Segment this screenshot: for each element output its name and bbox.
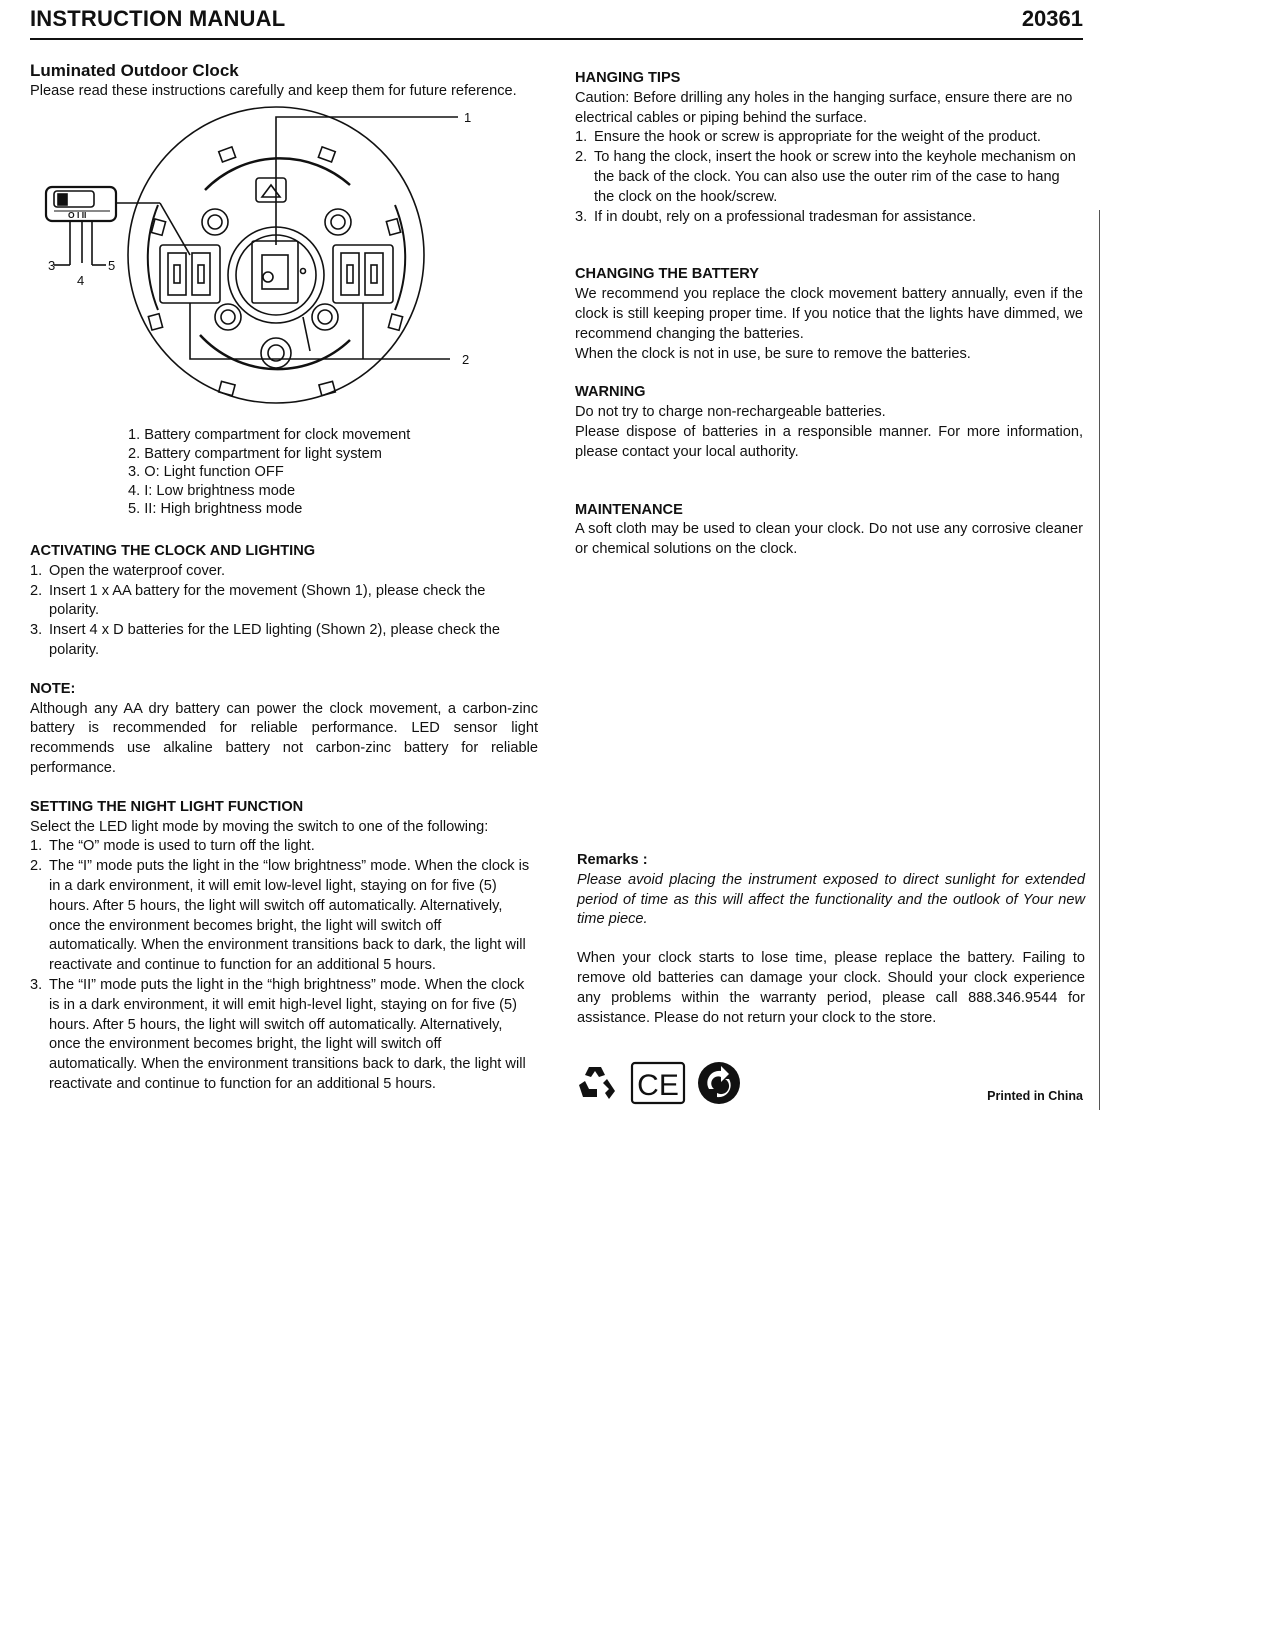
aa-battery-compartment [252, 241, 298, 303]
callout-4: 4 [77, 273, 85, 288]
night-light-heading: SETTING THE NIGHT LIGHT FUNCTION [30, 798, 304, 815]
callout-1: 1 [464, 110, 472, 125]
d-battery-compartment-right [333, 245, 393, 303]
certification-icons [575, 1059, 750, 1109]
list-item: 2. Insert 1 x AA battery for the movement (Shown 1), please check the polarity. [30, 582, 486, 619]
manual-title: INSTRUCTION MANUAL [30, 6, 286, 31]
keyhole-hanger [256, 178, 286, 202]
intro-text: Please read these instructions carefully and keep them for future reference. [30, 83, 517, 99]
night-light-list [30, 837, 530, 1094]
clock-back-diagram [40, 105, 490, 410]
switch-label: O I II [68, 210, 87, 220]
intro-block [30, 60, 540, 102]
legend-item: 3. O: Light function OFF [128, 464, 284, 480]
list-item: 2. To hang the clock, insert the hook or screw into the keyhole mechanism on the back of the clock. You can also use the outer rim of the case to hang the clock on the hook/screw. [575, 149, 1076, 205]
header-rule [30, 38, 1083, 40]
printed-in: Printed in China [987, 1089, 1083, 1103]
night-light-intro: Select the LED light mode by moving the switch to one of the following: [30, 818, 489, 835]
maintenance-heading: MAINTENANCE [575, 501, 683, 518]
legend-item: 4. I: Low brightness mode [128, 482, 296, 499]
warning-heading: WARNING [575, 384, 646, 401]
list-item: 1. Ensure the hook or screw is appropriate for the weight of the product. [575, 129, 1041, 146]
note-text: Although any AA dry battery can power the clock movement, a carbon-zinc battery is recommended for reliable performance. LED sensor light recommends use alkaline battery not carbon-zinc battery for reliable performance. [30, 700, 538, 776]
activating-list [30, 562, 538, 661]
legend-item: 2. Battery compartment for light system [128, 445, 382, 462]
ce-mark-icon [632, 1063, 684, 1103]
callout-5: 5 [108, 258, 116, 273]
hanging-heading: HANGING TIPS [575, 70, 681, 86]
model-number: 20361 [1021, 6, 1083, 31]
legend-item: 5. II: High brightness mode [128, 501, 303, 517]
list-item: 2. The “I” mode puts the light in the “low brightness” mode. When the clock is in a dark environment, it will emit low-level light, staying on for five (5) hours. After 5 hours, the light will switch off automatically. Alternatively, once the environment becomes bright, the light will switch off automatically. When the environment transitions back to dark, the light will reactivate and continue to function for an additional 5 hours. [30, 858, 530, 974]
callout-3: 3 [48, 258, 56, 273]
recycle-icon [579, 1067, 615, 1099]
battery-text-2: When the clock is not in use, be sure to remove the batteries. [575, 345, 971, 362]
remarks-text: When your clock starts to lose time, please replace the battery. Failing to remove old batteries can damage your clock. Should your clock experience any problems within the warranty period, please call 888.346.9544 for assistance. Please do not return your clock to the store. [577, 950, 1085, 1026]
remarks-block [577, 851, 1085, 1028]
legend-item: 1. Battery compartment for clock movement [128, 427, 411, 443]
warning-text-2: Please dispose of batteries in a responsible manner. For more information, please contact your local authority. [575, 423, 1083, 460]
left-column-lower [30, 542, 538, 1095]
hanging-caution: Caution: Before drilling any holes in the hanging surface, ensure there are no electrical cables or piping behind the surface. [575, 89, 1073, 126]
callout-2: 2 [462, 352, 470, 367]
diagram-legend [128, 426, 410, 519]
product-title: Luminated Outdoor Clock [30, 61, 239, 80]
activating-heading: ACTIVATING THE CLOCK AND LIGHTING [30, 543, 316, 559]
list-item: 3. The “II” mode puts the light in the “high brightness” mode. When the clock is in a dark environment, it will emit high-level light, staying on for five (5) hours. After 5 hours, the light will switch off automatically. Alternatively, once the environment becomes bright, the light will switch off automatically. When the environment transitions back to dark, the light will reactivate and continue to function for an additional 5 hours. [30, 976, 526, 1092]
battery-text: We recommend you replace the clock movement battery annually, even if the clock is still keeping proper time. If you notice that the lights have dimmed, we recommend changing the batteries. [575, 286, 1083, 342]
remarks-heading: Remarks : [577, 852, 648, 868]
remarks-italic: Please avoid placing the instrument exposed to direct sunlight for extended period of time as this will affect the functionality and the outlook of Your new time piece. [577, 871, 1085, 928]
list-item: 1. The “O” mode is used to turn off the light. [30, 838, 315, 855]
list-item: 3. Insert 4 x D batteries for the LED lighting (Shown 2), please check the polarity. [30, 622, 501, 658]
hanging-list [575, 128, 1083, 227]
battery-heading: CHANGING THE BATTERY [575, 266, 760, 283]
note-heading: NOTE: [30, 680, 76, 697]
ce-mark-text: CE [637, 1069, 679, 1102]
green-dot-icon [698, 1062, 740, 1104]
scan-edge-line [1099, 210, 1100, 1110]
list-item: 1. Open the waterproof cover. [30, 562, 226, 579]
list-item: 3. If in doubt, rely on a professional tradesman for assistance. [575, 208, 977, 225]
right-column [575, 69, 1083, 560]
maintenance-text: A soft cloth may be used to clean your clock. Do not use any corrosive cleaner or chemical solutions on the clock. [575, 521, 1083, 558]
warning-text: Do not try to charge non-rechargeable batteries. [575, 404, 886, 421]
